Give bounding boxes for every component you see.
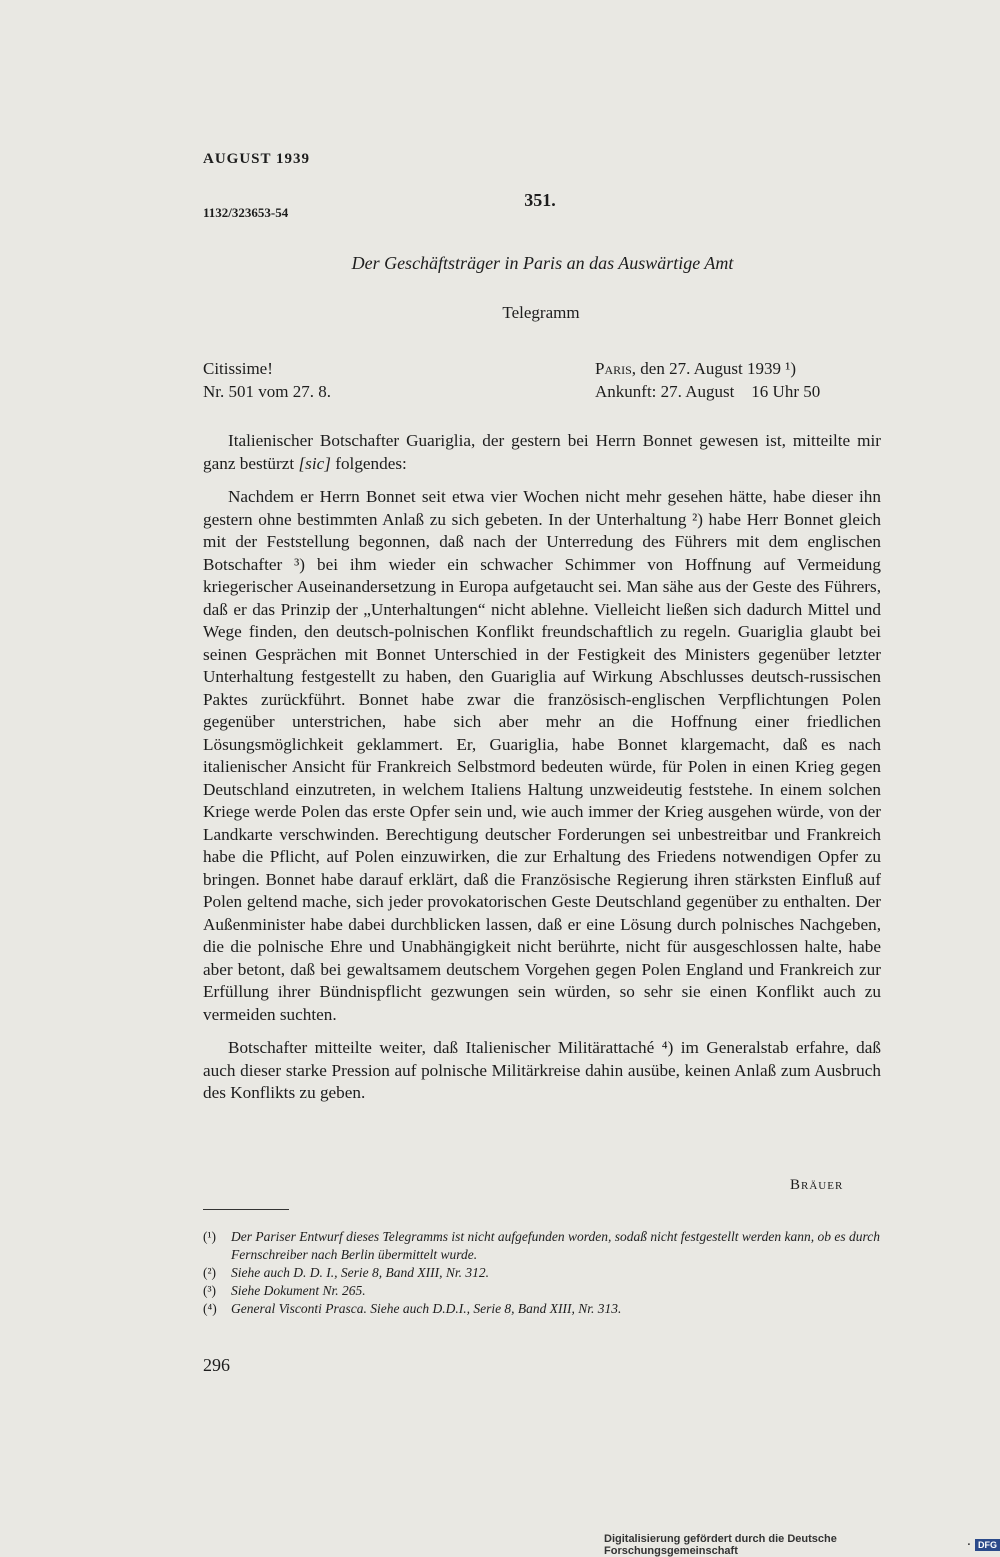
telegram-meta-left — [203, 357, 331, 403]
telegram-body — [203, 430, 881, 1105]
paragraph-2: Nachdem er Herrn Bonnet seit etwa vier Wochen nicht mehr gesehen hätte, habe dieser ihn gestern ohne bestimmten Anlaß zu sich gebeten. In der Unterhaltung ²) habe Herr Bonnet gleich mit der Feststellung begonnen, daß nach der Unterredung des Führers mit dem englischen Botschafter ³) bei ihm wieder ein schwacher Schimmer von Hoffnung auf Vermeidung kriegerischer Auseinandersetzung in Europa aufgetaucht sei. Man sähe aus der Geste des Führers, daß er das Prinzip der „Unterhaltungen“ nicht ablehne. Vielleicht ließen sich dadurch Mittel und Wege finden, den deutsch-polnischen Konflikt freundschaftlich zu regeln. Guariglia glaubt bei seinen Gesprächen mit Bonnet Unterschied in der Festigkeit des Ministers gegenüber letzter Unterhaltung festgestellt zu haben, den Guariglia auf Wirkung Abschlusses deutsch-russischen Paktes zurückführt. Bonnet habe zwar die französisch-englischen Verpflichtungen Polen gegenüber unterstrichen, habe sich aber mehr an die Hoffnung einer friedlichen Lösungsmöglichkeit geklammert. Er, Guariglia, habe Bonnet klargemacht, daß es nach italienischer Ansicht für Frankreich Selbstmord bedeuten würde, für Polen in einen Krieg gegen Deutschland einzutreten, in welchem Italiens Haltung unzweideutig feststehe. In einem solchen Kriege werde Polen das erste Opfer sein und, wie auch immer der Krieg ausgehen würde, von der Landkarte verschwinden. Berechtigung deutscher Forderungen sei unbestreitbar und Frankreich habe die Pflicht, auf Polen einzuwirken, die zur Erhaltung des Friedens notwendigen Opfer zu bringen. Bonnet habe darauf erklärt, daß die Französische Regierung ihren stärksten Einfluß auf Polen geltend mache, sich jeder provokatorischen Geste Deutschland gegenüber zu enthalten. Der Außenminister habe dabei durchblicken lassen, daß er eine Lösung durch polnisches Nachgeben, die die polnische Ehre und Unabhängigkeit nicht berührte, nicht für ausgeschlossen halte, habe aber betont, daß bei gewaltsamem deutschem Vorgehen gegen Polen England und Frankreich zur Erfüllung ihrer Bündnispflicht gezwungen sein würden, so sehr sie einen Konflikt auch zu vermeiden suchten. — [203, 487, 881, 1024]
footnote-divider — [203, 1209, 289, 1210]
funding-text: Digitalisierung gefördert durch die Deutsche Forschungsgemeinschaft — [604, 1533, 837, 1557]
footnote: (⁴) General Visconti Prasca. Siehe auch D.D.I., Serie 8, Band XIII, Nr. 313. — [203, 1301, 622, 1316]
funding-notice — [604, 1533, 1000, 1557]
telegram-number: Nr. 501 vom 27. 8. — [203, 382, 331, 401]
footnotes — [203, 1228, 881, 1318]
running-header: AUGUST 1939 — [203, 151, 310, 167]
footnote: (³) Siehe Dokument Nr. 265. — [203, 1283, 366, 1298]
page-number: 296 — [203, 1355, 230, 1375]
dispatch-line — [595, 357, 820, 380]
arrival-line: Ankunft: 27. August 16 Uhr 50 — [595, 382, 821, 401]
paragraph-1: Italienischer Botschafter Guariglia, der gestern bei Herrn Bonnet gewesen ist, mitteilte mir ganz bestürzt [sic] folgendes: — [203, 431, 881, 473]
dfg-logo-icon: DFG — [975, 1539, 1000, 1551]
priority-label: Citissime! — [203, 359, 273, 378]
paragraph-3: Botschafter mitteilte weiter, daß Italienischer Militärattaché ⁴) im Generalstab erfahre, daß auch dieser starke Pression auf polnische Militärkreise dahin ausübe, keinen Anlaß zum Ausbruch des Konflikts zu geben. — [203, 1038, 881, 1102]
document-subtitle: Der Geschäftsträger in Paris an das Auswärtige Amt — [351, 253, 734, 273]
document-type: Telegramm — [502, 303, 580, 322]
telegram-meta-right — [595, 357, 820, 403]
sic-marker: [sic] — [298, 453, 331, 473]
document-number: 351. — [524, 190, 556, 210]
signature: Bräuer — [790, 1177, 844, 1193]
dispatch-place: Paris — [595, 359, 632, 378]
footnote: (²) Siehe auch D. D. I., Serie 8, Band XIII, Nr. 312. — [203, 1265, 489, 1280]
separator: · — [967, 1539, 971, 1551]
file-reference: 1132/323653-54 — [203, 205, 289, 220]
footnote: (¹) Der Pariser Entwurf dieses Telegramms ist nicht aufgefunden worden, sodaß nicht festgestellt werden kann, ob es durch Fernschreiber nach Berlin übermittelt wurde. — [203, 1229, 880, 1262]
dispatch-date: , den 27. August 1939 ¹) — [631, 359, 797, 378]
